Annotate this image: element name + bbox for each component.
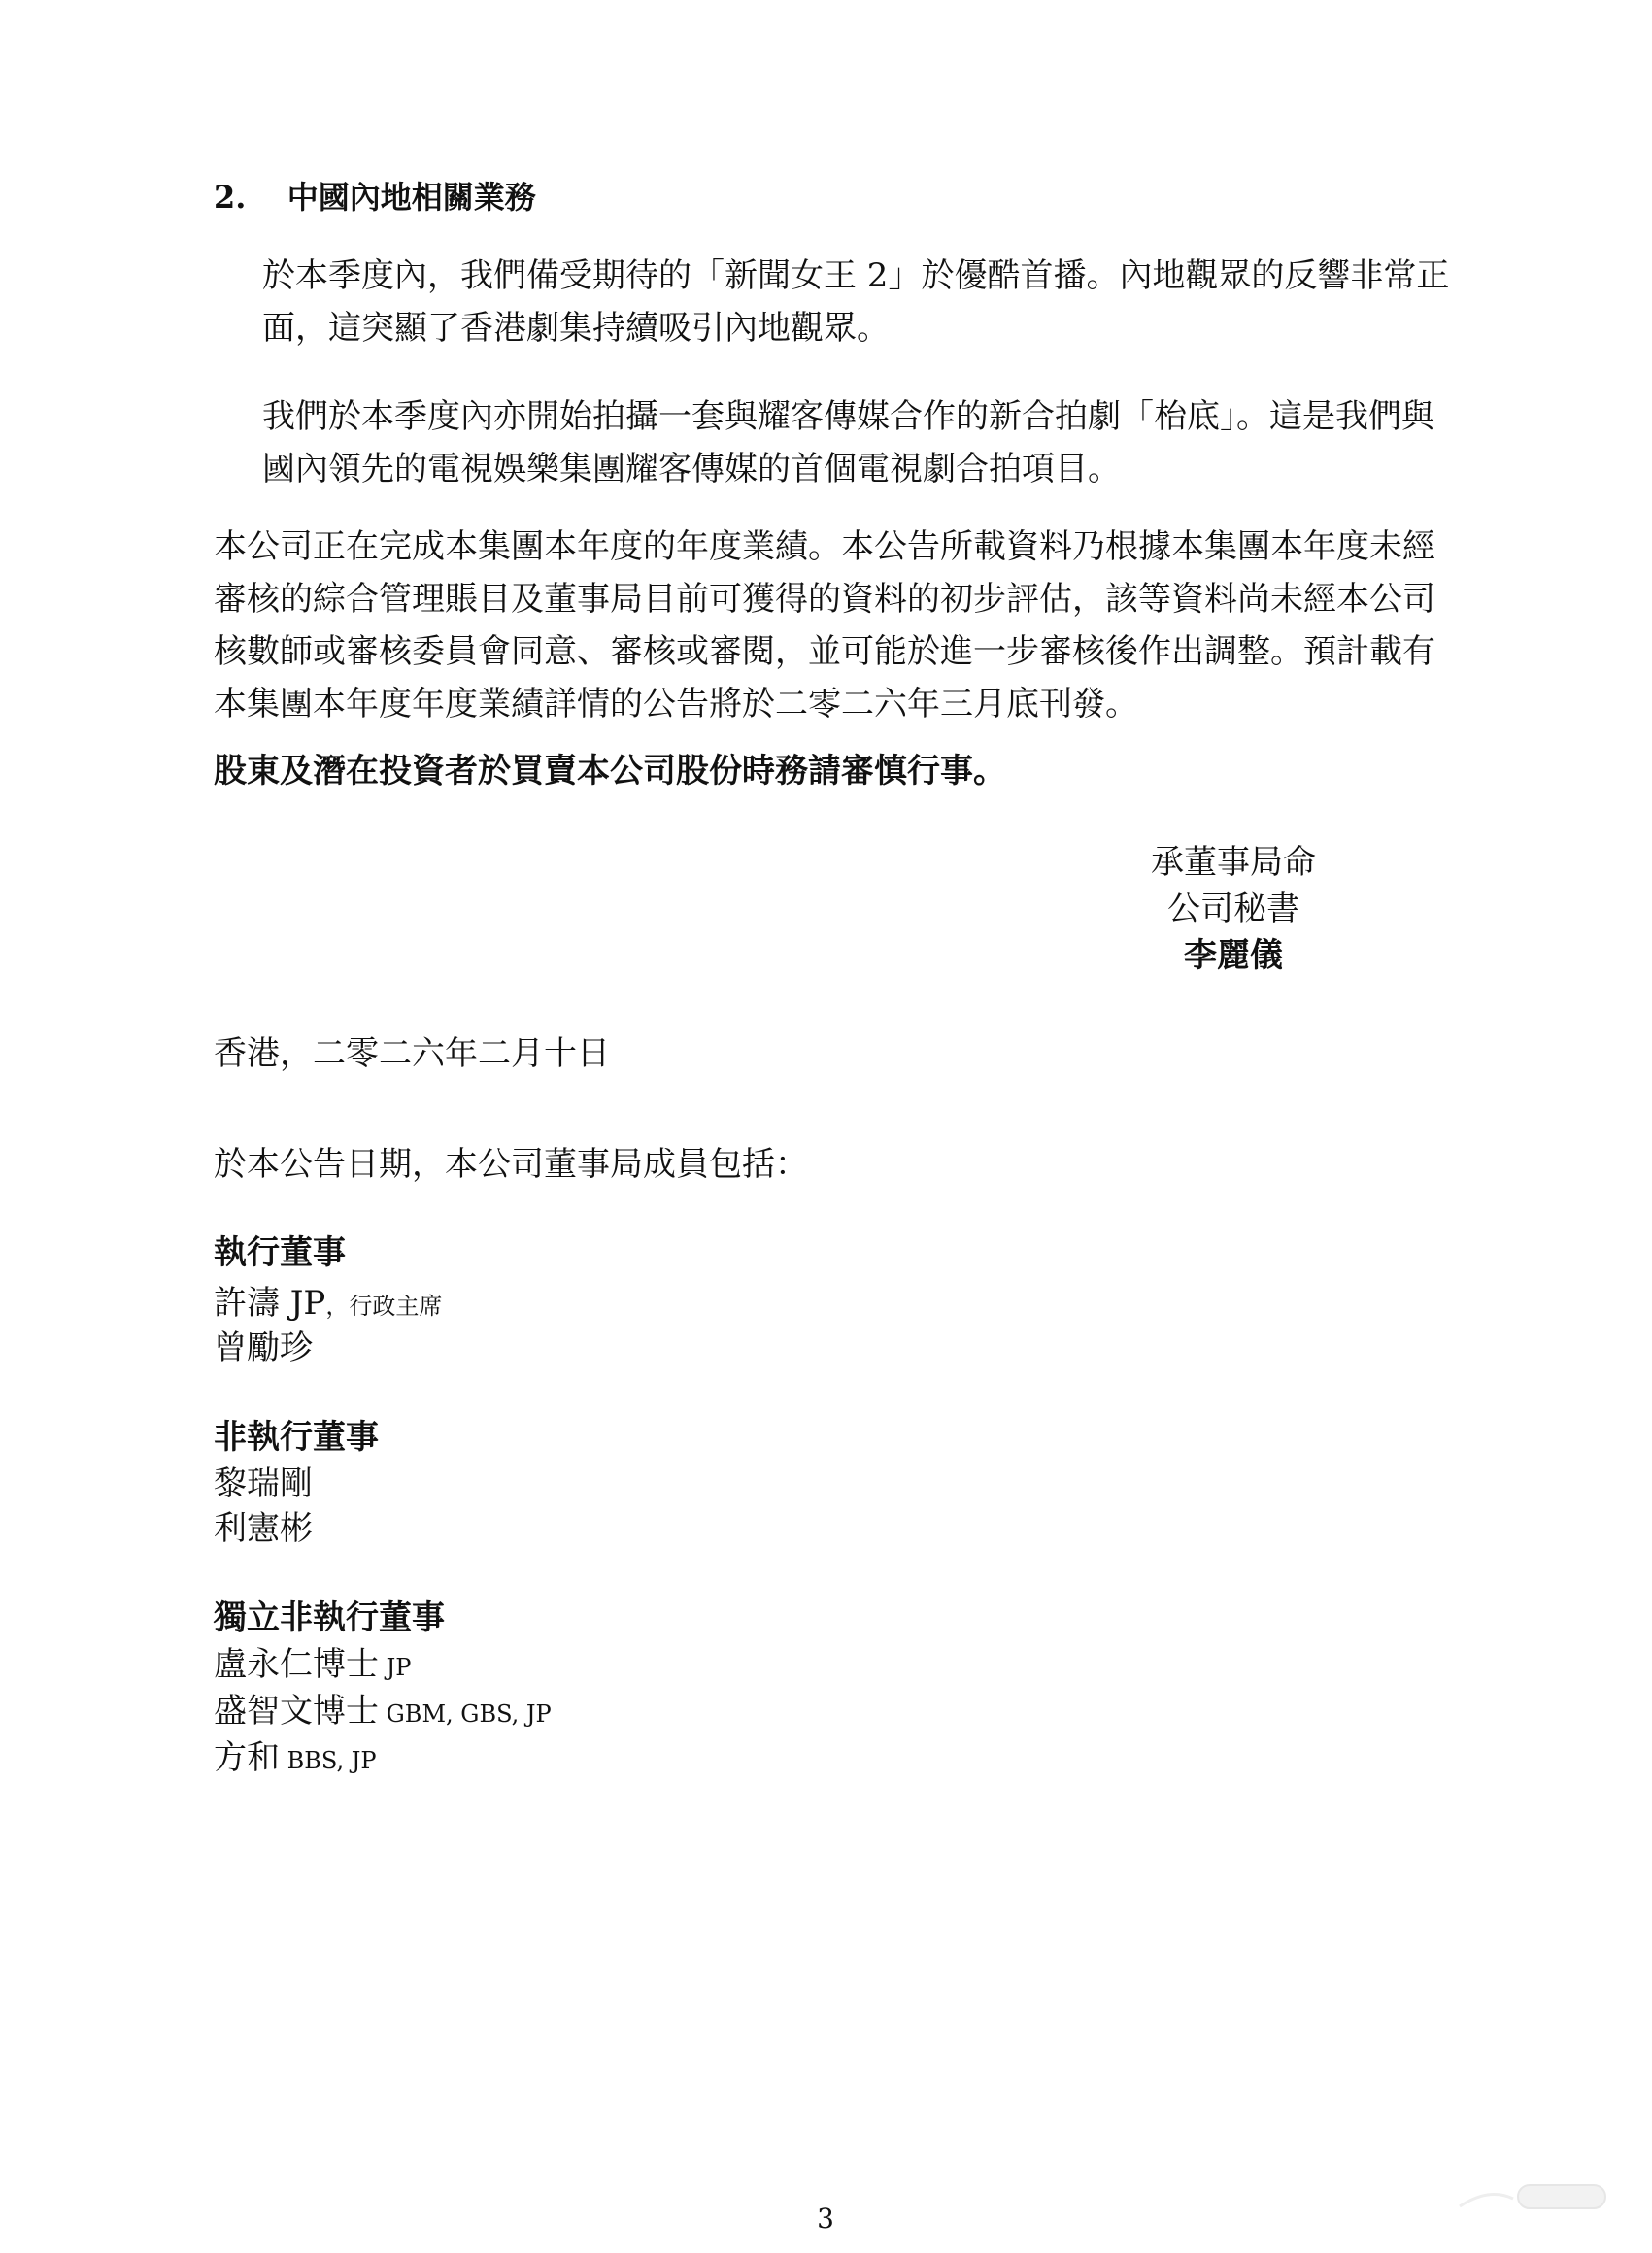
paragraph-line: 本公司正在完成本集團本年度的年度業績。本公告所載資料乃根據本集團本年度未經 [214,527,1435,566]
independent-directors-title: 獨立非執行董事 [214,1598,445,1637]
board-intro: 於本公告日期，本公司董事局成員包括： [214,1145,808,1184]
paragraph-line: 審核的綜合管理賬目及董事局目前可獲得的資料的初步評估，該等資料尚未經本公司 [214,580,1435,619]
director-name [214,1325,313,1371]
director-name-text: 黎瑞剛 [214,1464,313,1503]
watermark-logo-icon [1401,2177,1615,2216]
director-honours: GBM, GBS, JP [379,1700,552,1728]
section-heading [214,173,536,218]
director-name [214,1688,552,1737]
section-number: 2. [214,179,247,216]
paragraph-line: 核數師或審核委員會同意、審核或審閱，並可能於進一步審核後作出調整。預計載有 [214,632,1435,671]
caution-statement: 股東及潛在投資者於買賣本公司股份時務請審慎行事。 [214,752,1006,790]
director-name [214,1505,313,1552]
director-name-text: 利憲彬 [214,1509,313,1548]
paragraph-co-production [262,390,1447,495]
director-name-text: 盛智文博士 [214,1692,379,1731]
director-role: ，行政主席 [325,1293,443,1320]
paragraph-line: 於本季度內，我們備受期待的「新聞女王 2」於優酷首播。內地觀眾的反響非常正 [262,256,1450,295]
paragraph-line: 本集團本年度年度業績詳情的公告將於二零二六年三月底刊發。 [214,685,1138,723]
director-name-text: 方和 [214,1738,280,1777]
executive-directors-title: 執行董事 [214,1233,346,1272]
paragraph-line: 我們於本季度內亦開始拍攝一套與耀客傳媒合作的新合拍劇「枱底」。這是我們與 [262,397,1434,436]
director-honours: JP [379,1654,412,1681]
non-executive-directors-title: 非執行董事 [214,1418,379,1457]
paragraph-youku-premiere [262,250,1450,354]
director-name-text: 曾勵珍 [214,1328,313,1367]
signature-line-title: 公司秘書 [1167,890,1299,928]
page-number: 3 [817,2203,834,2235]
director-name [214,1641,411,1691]
director-name-text: 盧永仁博士 [214,1645,379,1684]
signature-line-board: 承董事局命 [1151,843,1316,882]
paragraph-line: 國內領先的電視娛樂集團耀客傳媒的首個電視劇合拍項目。 [262,450,1121,488]
signature-block [1049,839,1418,979]
director-honours: BBS, JP [280,1747,377,1774]
place-date: 香港，二零二六年二月十日 [214,1034,610,1073]
director-name [214,1280,442,1329]
director-name [214,1734,377,1784]
section-title: 中國內地相關業務 [287,179,536,216]
paragraph-annual-results [214,521,1447,730]
director-name-text: 許濤 JP [214,1284,326,1323]
signature-name: 李麗儀 [1184,936,1283,975]
paragraph-line: 面，這突顯了香港劇集持續吸引內地觀眾。 [262,309,890,348]
director-name [214,1461,313,1507]
